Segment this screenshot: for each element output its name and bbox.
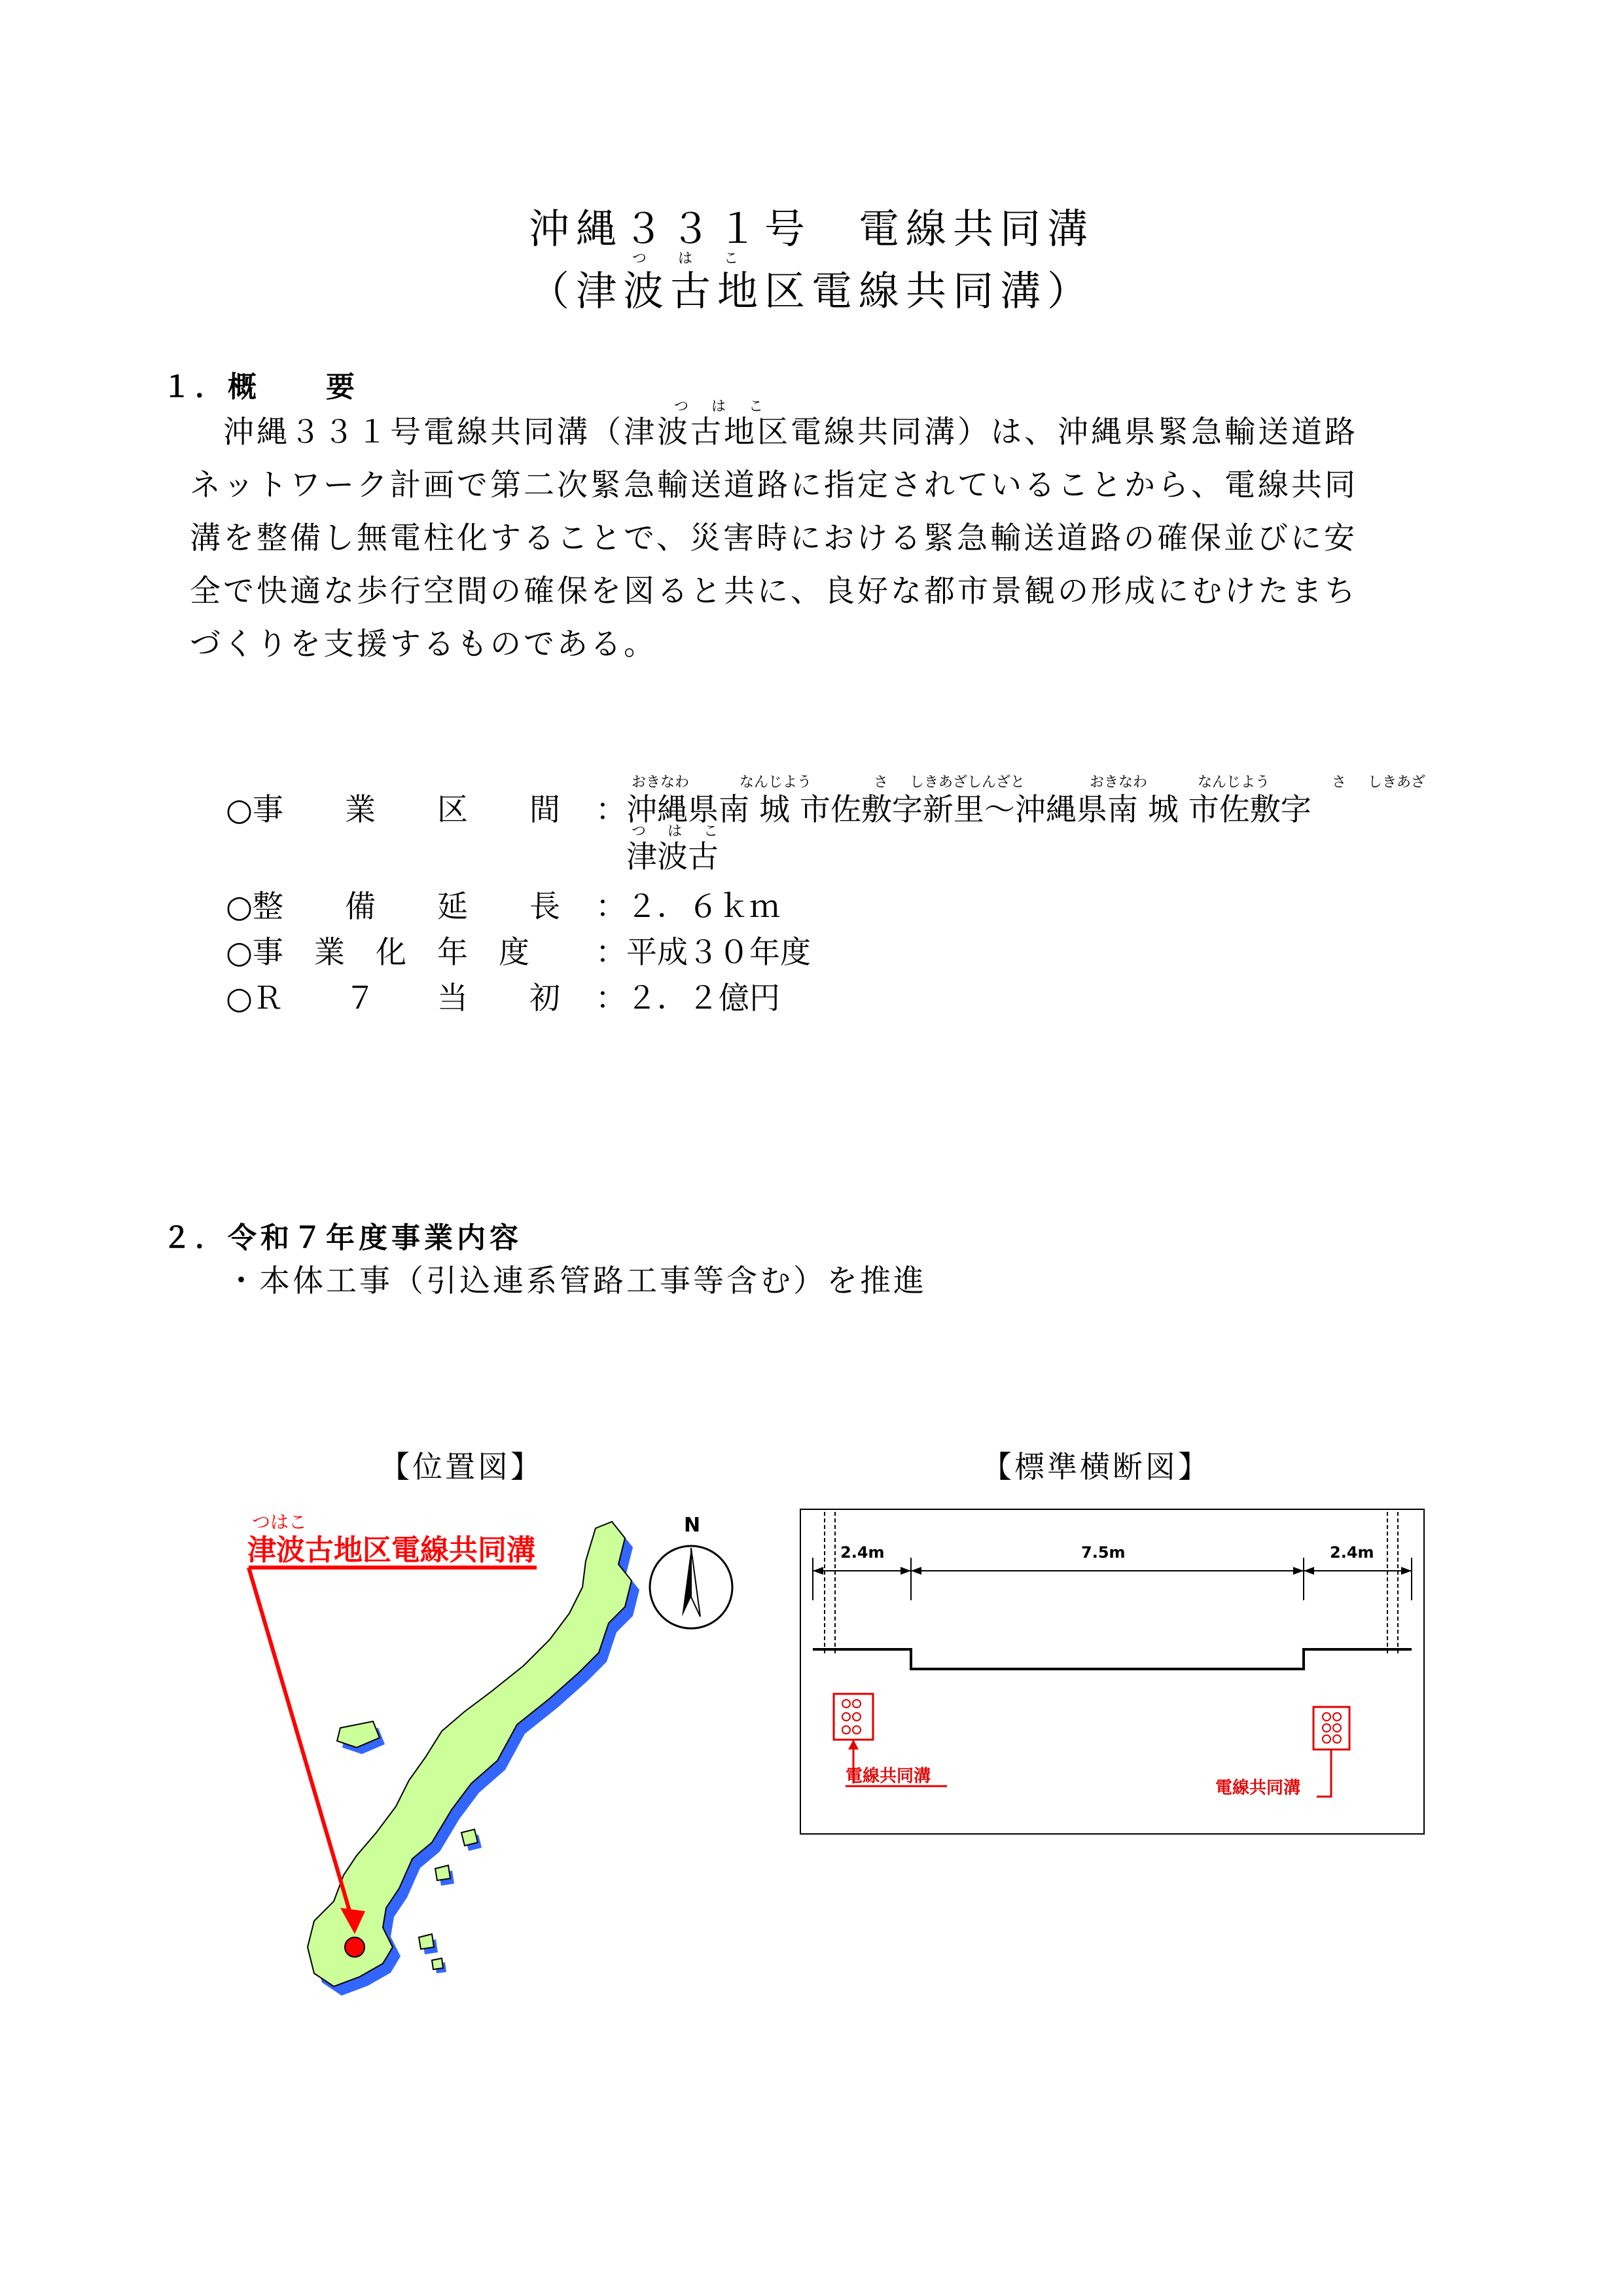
cross-section-title: 【標準横断図】 — [982, 1449, 1211, 1484]
map-label-ruby: つはこ — [252, 1511, 308, 1533]
ruby-tsu: つ — [674, 399, 689, 415]
ruby-nanjo: なんじよう — [740, 774, 812, 791]
ruby-ko: こ — [749, 399, 764, 415]
ruby-ha: は — [668, 823, 683, 840]
ruby-tsu: つ — [632, 251, 647, 267]
ruby-ha: は — [711, 399, 726, 415]
overview-paragraph — [190, 406, 1486, 671]
north-arrow — [648, 1512, 746, 1643]
location-map-title: 【位置図】 — [380, 1449, 543, 1484]
ruby-sa: さ — [1332, 774, 1347, 791]
north-arrow-svg — [648, 1512, 746, 1643]
map-label: 津波古地区電線共同溝 — [247, 1534, 535, 1567]
detail-label: ○事 業 化 年 度 — [226, 935, 530, 971]
page-title: 沖縄３３１号 電線共同溝 — [528, 205, 1094, 253]
detail-label: ○Ｒ ７ 当 初 — [226, 980, 561, 1016]
detail-value: 沖縄県南 城 市佐敷字新里～沖縄県南 城 市佐敷字 — [626, 792, 1311, 828]
dim-left-sidewalk: 2.4m — [840, 1543, 885, 1562]
paragraph-line: 沖縄３３１号電線共同溝（津波古地区電線共同溝）は、沖縄県緊急輸送道路 — [190, 414, 1358, 450]
ruby-shikiaza-shinzato: しきあざしんざと — [910, 774, 1026, 791]
paragraph-line: 溝を整備し無電柱化することで、災害時における緊急輸送道路の確保並びに安 — [190, 520, 1358, 556]
north-label: N — [684, 1514, 701, 1537]
section1-heading: １．概 要 — [162, 370, 359, 404]
detail-colon: ： — [596, 980, 626, 1016]
section2-heading: ２．令和７年度事業内容 — [162, 1221, 522, 1255]
pointer-line — [249, 1568, 352, 1920]
duct-label-left: 電線共同溝 — [846, 1767, 931, 1786]
paragraph-line: ネットワーク計画で第二次緊急輸送道路に指定されていることから、電線共同 — [190, 467, 1358, 503]
duct-label-right: 電線共同溝 — [1215, 1778, 1301, 1798]
detail-value: ２．２億円 — [626, 980, 780, 1016]
detail-colon: ： — [596, 935, 626, 971]
ruby-ko: こ — [704, 823, 719, 840]
cross-section — [800, 1509, 1425, 1836]
detail-row-section-cont: 津波古 — [626, 839, 719, 875]
ruby-sa: さ — [874, 774, 889, 791]
detail-value: ２．６ｋｍ — [626, 889, 780, 925]
paragraph-line: づくりを支援するものである。 — [190, 626, 657, 662]
detail-colon: ： — [596, 889, 626, 925]
ruby-tsu: つ — [632, 823, 647, 840]
page-subtitle: （津波古地区電線共同溝） — [528, 267, 1094, 315]
ruby-nanjo: なんじよう — [1198, 774, 1270, 791]
detail-label: ○事 業 区 間 — [226, 792, 561, 828]
ruby-shikiaza: しきあざ — [1368, 774, 1426, 791]
ruby-ko: こ — [724, 251, 739, 267]
dim-carriageway: 7.5m — [1081, 1543, 1126, 1562]
detail-colon: ： — [596, 792, 626, 828]
cross-section-svg — [800, 1509, 1425, 1836]
ruby-okinawa: おきなわ — [1090, 774, 1148, 791]
work-item: ・本体工事（引込連系管路工事等含む）を推進 — [226, 1263, 927, 1299]
ruby-ha: は — [678, 251, 693, 267]
dim-right-sidewalk: 2.4m — [1330, 1543, 1374, 1562]
site-marker — [345, 1937, 365, 1957]
detail-value: 平成３０年度 — [626, 935, 811, 971]
ruby-okinawa: おきなわ — [632, 774, 690, 791]
paragraph-line: 全で快適な歩行空間の確保を図ると共に、良好な都市景観の形成にむけたまち — [190, 573, 1358, 609]
detail-label: ○整 備 延 長 — [226, 889, 561, 925]
